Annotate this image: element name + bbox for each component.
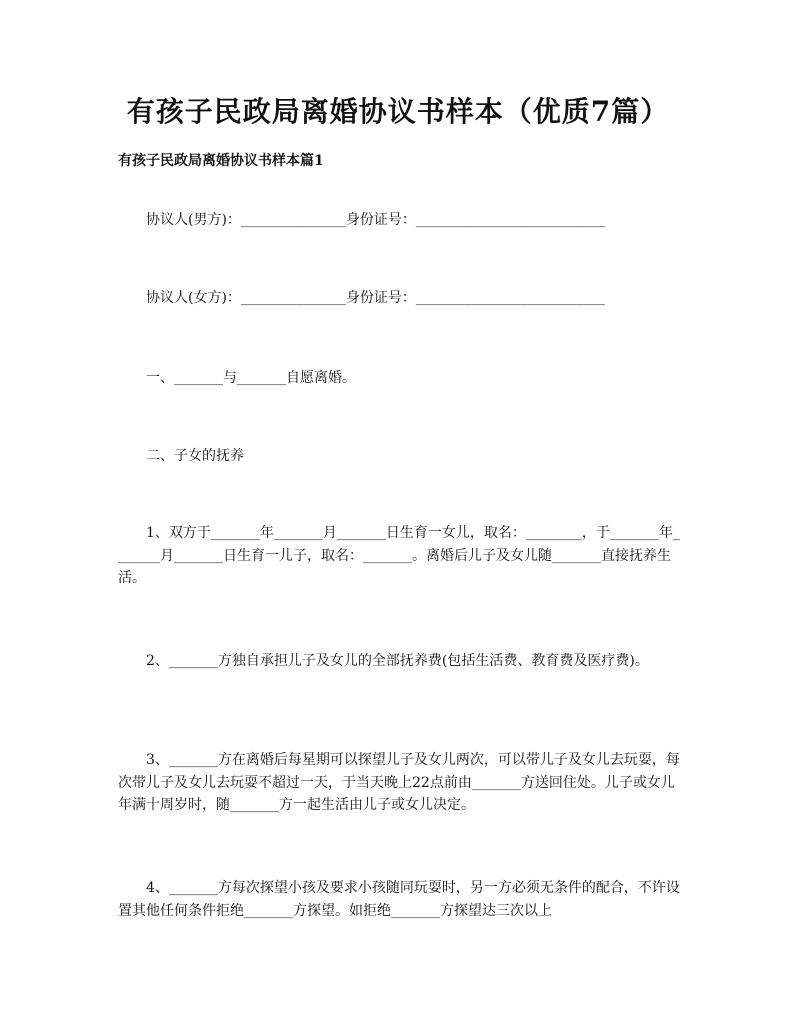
paragraph-item-3: 3、_______方在离婚后每星期可以探望儿子及女儿两次，可以带儿子及女儿去玩耍，每次带儿子及女儿去玩耍不超过一天，于当天晚上22点前由_______方送回住处。儿子或女儿年满十周岁时，随_______方一起生活由儿子或女儿决定。: [118, 752, 680, 813]
paragraph-clause-2-heading: 二、子女的抚养: [146, 448, 244, 464]
paragraph-item-1: 1、双方于_______年_______月_______日生育一女儿，取名：________，于_______年_______月_______日生育一儿子，取名：_______。离婚后儿子及女儿随_______直接抚养生活。: [118, 525, 680, 586]
paragraph-item-2: 2、_______方独自承担儿子及女儿的全部抚养费(包括生活费、教育费及医疗费)。: [146, 653, 649, 669]
paragraph-male-party: 协议人(男方)：_______________身份证号：___________________________: [146, 212, 605, 228]
paragraph-item-4: 4、_______方每次探望小孩及要求小孩随同玩耍时，另一方必须无条件的配合，不许设置其他任何条件拒绝_______方探望。如拒绝_______方探望达三次以上: [118, 880, 680, 919]
document-title: 有孩子民政局离婚协议书样本（优质7篇）: [126, 95, 670, 128]
section-title: 有孩子民政局离婚协议书样本篇1: [118, 153, 324, 169]
paragraph-clause-1: 一、_______与_______自愿离婚。: [146, 370, 356, 386]
paragraph-female-party: 协议人(女方)：_______________身份证号：___________________________: [146, 290, 605, 306]
